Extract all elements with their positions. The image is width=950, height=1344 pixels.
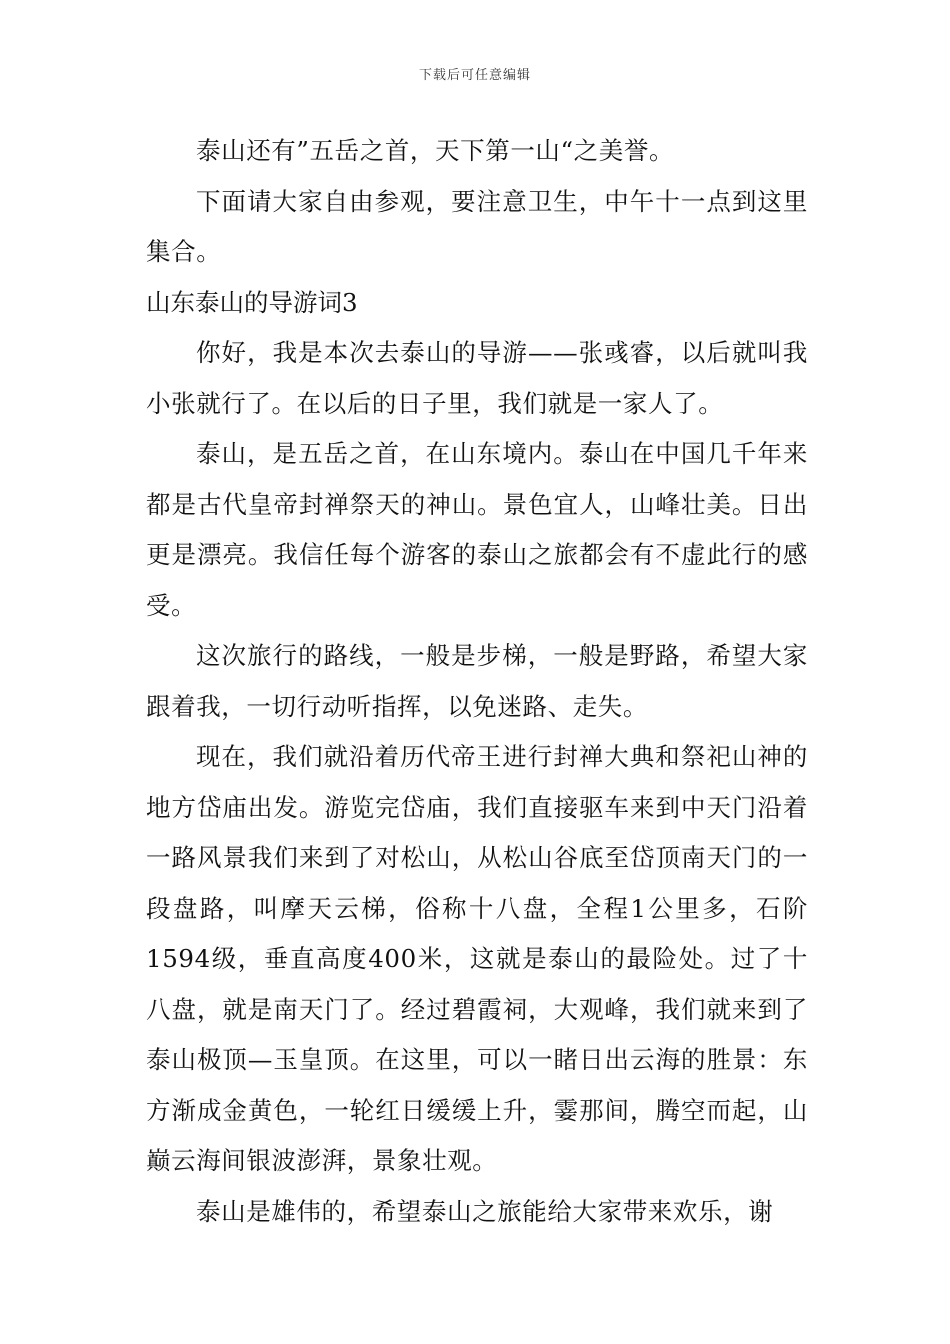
document-body (146, 126, 808, 1237)
paragraph-5: 这次旅行的路线，一般是步梯，一般是野路，希望大家跟着我，一切行动听指挥，以免迷路、走失。 (146, 641, 808, 721)
paragraph-6: 现在，我们就沿着历代帝王进行封禅大典和祭祀山神的地方岱庙出发。游览完岱庙，我们直接驱车来到中天门沿着一路风景我们来到了对松山，从松山谷底至岱顶南天门的一段盘路，叫摩天云梯，俗称十八盘，全程1公里多，石阶1594级，垂直高度400米，这就是泰山的最险处。过了十八盘，就是南天门了。经过碧霞祠，大观峰，我们就来到了泰山极顶—玉皇顶。在这里，可以一睹日出云海的胜景：东方渐成金黄色，一轮红日缓缓上升，霎那间，腾空而起，山巅云海间银波澎湃，景象壮观。 (146, 742, 808, 1175)
paragraph-3: 你好，我是本次去泰山的导游——张彧睿，以后就叫我小张就行了。在以后的日子里，我们就是一家人了。 (146, 338, 808, 418)
paragraph-1: 泰山还有”五岳之首，天下第一山“之美誉。 (196, 136, 675, 165)
page-header: 下载后可任意编辑 (418, 68, 531, 83)
paragraph-4: 泰山，是五岳之首，在山东境内。泰山在中国几千年来都是古代皇帝封禅祭天的神山。景色宜人，山峰壮美。日出更是漂亮。我信任每个游客的泰山之旅都会有不虚此行的感受。 (146, 439, 808, 620)
paragraph-7: 泰山是雄伟的，希望泰山之旅能给大家带来欢乐，谢 (196, 1196, 774, 1226)
section-heading: 山东泰山的导游词3 (146, 287, 358, 317)
paragraph-2: 下面请大家自由参观，要注意卫生，中午十一点到这里集合。 (146, 186, 808, 266)
